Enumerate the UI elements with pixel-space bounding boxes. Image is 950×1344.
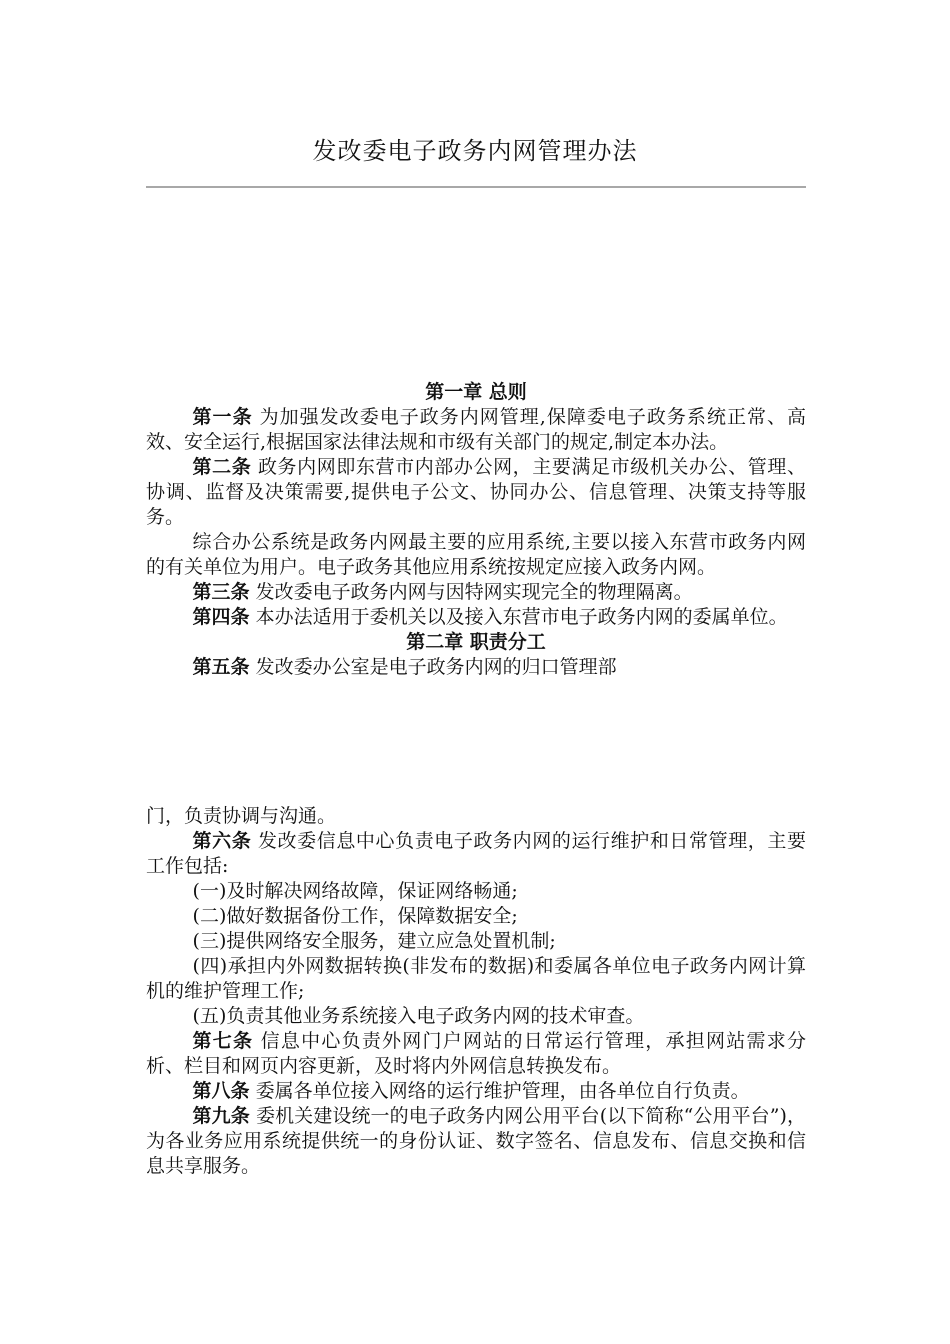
article-3-text: 发改委电子政务内网与因特网实现完全的物理隔离。 — [249, 581, 693, 603]
article-4-label: 第四条 — [192, 606, 250, 628]
article-6-item-1: (一)及时解决网络故障，保证网络畅通; — [192, 880, 518, 902]
article-9-text: 委机关建设统一的电子政务内网公用平台(以下简称“公用平台”)，为各业务应用系统提供统一的身份认证、数字签名、信息发布、信息交换和信息共享服务。 — [146, 1105, 806, 1177]
article-2-text: 政务内网即东营市内部办公网，主要满足市级机关办公、管理、协调、监督及决策需要,提供电子公文、协同办公、信息管理、决策支持等服务。 — [146, 456, 806, 528]
article-2 — [146, 455, 806, 530]
article-6-item-2: (二)做好数据备份工作，保障数据安全; — [192, 905, 518, 927]
title-divider — [146, 186, 806, 188]
article-7 — [146, 1029, 806, 1079]
article-2-label: 第二条 — [192, 456, 252, 478]
article-6-item-3: (三)提供网络安全服务，建立应急处置机制; — [192, 930, 556, 952]
article-7-text: 信息中心负责外网门户网站的日常运行管理，承担网站需求分析、栏目和网页内容更新，及时将内外网信息转换发布。 — [146, 1030, 806, 1077]
article-3-label: 第三条 — [192, 581, 250, 603]
article-7-label: 第七条 — [192, 1030, 254, 1052]
article-9 — [146, 1104, 806, 1179]
article-8-label: 第八条 — [192, 1080, 250, 1102]
article-9-label: 第九条 — [192, 1105, 250, 1127]
article-5-label: 第五条 — [192, 656, 250, 678]
article-4-text: 本办法适用于委机关以及接入东营市电子政务内网的委属单位。 — [249, 606, 788, 628]
article-6-label: 第六条 — [192, 830, 252, 852]
article-2-paragraph-2: 综合办公系统是政务内网最主要的应用系统,主要以接入东营市政务内网的有关单位为用户。电子政务其他应用系统按规定应接入政务内网。 — [146, 531, 806, 578]
article-8 — [146, 1079, 806, 1104]
article-5 — [146, 655, 806, 680]
document-title: 发改委电子政务内网管理办法 — [312, 137, 638, 165]
page-section-1 — [146, 380, 806, 680]
article-5-text: 发改委办公室是电子政务内网的归口管理部 — [249, 656, 617, 678]
article-1-text: 为加强发改委电子政务内网管理,保障委电子政务系统正常、高效、安全运行,根据国家法律法规和市级有关部门的规定,制定本办法。 — [146, 406, 806, 453]
article-6-item-4: (四)承担内外网数据转换(非发布的数据)和委属各单位电子政务内网计算机的维护管理工作; — [146, 955, 806, 1002]
article-4 — [146, 605, 806, 630]
article-1-label: 第一条 — [192, 406, 253, 428]
article-8-text: 委属各单位接入网络的运行维护管理，由各单位自行负责。 — [249, 1080, 750, 1102]
article-6-text: 发改委信息中心负责电子政务内网的运行维护和日常管理，主要工作包括: — [146, 830, 806, 877]
article-6-item-5: (五)负责其他业务系统接入电子政务内网的技术审查。 — [192, 1005, 645, 1027]
article-5-continuation: 门，负责协调与沟通。 — [146, 805, 337, 827]
article-6 — [146, 829, 806, 879]
page-section-2 — [146, 804, 806, 1179]
article-1 — [146, 405, 806, 455]
chapter-2-heading: 第二章 职责分工 — [406, 631, 546, 653]
chapter-1-heading: 第一章 总则 — [425, 381, 527, 403]
article-3 — [146, 580, 806, 605]
